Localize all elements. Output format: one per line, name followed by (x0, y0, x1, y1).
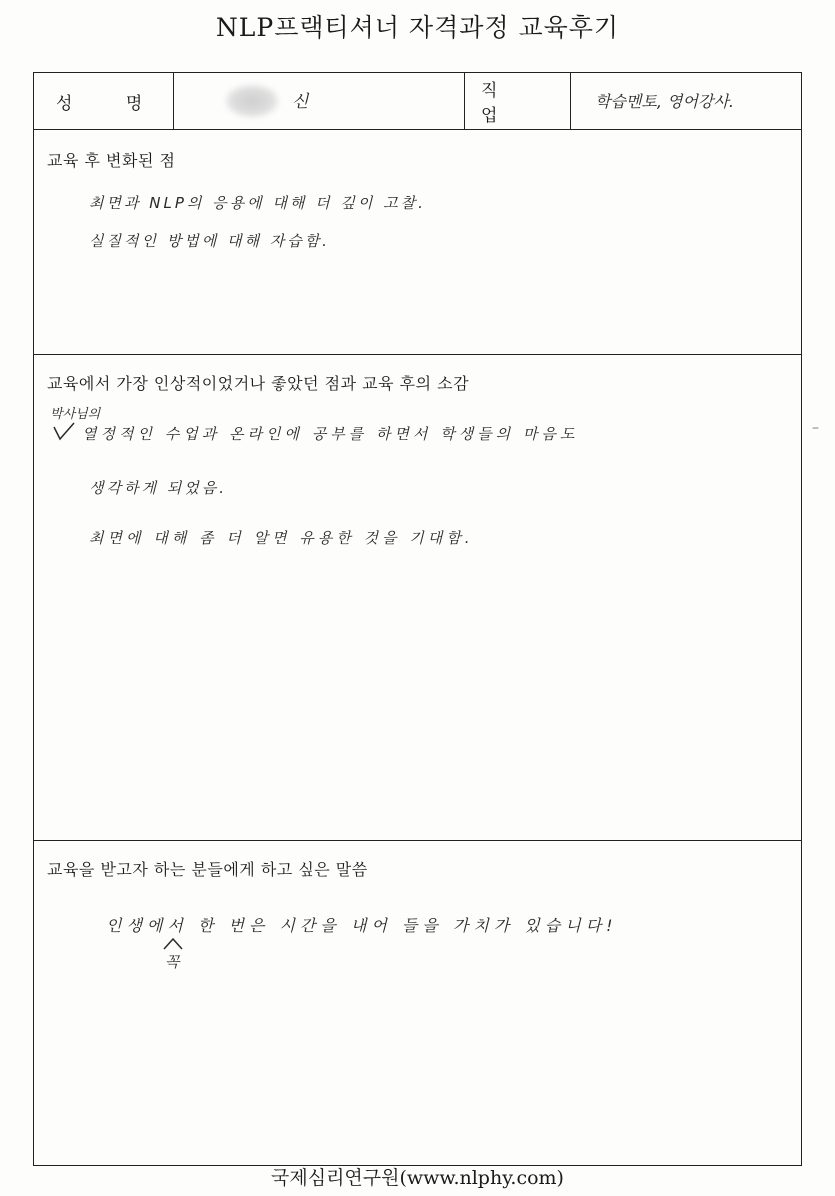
section-advice-line-1: 인생에서 한 번은 시간을 내어 들을 가치가 있습니다! (106, 916, 618, 935)
name-field (174, 73, 465, 129)
section-advice-note: 꼭 (165, 953, 180, 971)
header-row (34, 73, 801, 130)
margin-mark: – (812, 420, 819, 436)
job-field (571, 73, 803, 129)
section-changes (34, 130, 801, 355)
section-changes-line-1: 최면과 NLP의 응용에 대해 더 깊이 고찰. (89, 194, 426, 212)
footer-publisher: 국제심리연구원(www.nlphy.com) (271, 1167, 564, 1189)
section-changes-line-2: 실질적인 방법에 대해 자습함. (89, 232, 330, 250)
section-impressions (34, 355, 801, 841)
section-impressions-label: 교육에서 가장 인상적이었거나 좋았던 점과 교육 후의 소감 (47, 374, 470, 393)
insert-caret-icon (162, 937, 184, 951)
document-title: NLP프랙티셔너 자격과정 교육후기 (215, 13, 620, 42)
section-changes-label: 교육 후 변화된 점 (47, 151, 176, 170)
section-impressions-note: 박사님의 (50, 407, 101, 422)
section-impressions-line-2: 생각하게 되었음. (89, 479, 227, 497)
insert-mark-icon (52, 421, 76, 443)
name-label: 성 명 (34, 73, 174, 129)
name-value: 신 (292, 92, 309, 112)
redaction-blur (226, 85, 278, 117)
section-advice-label: 교육을 받고자 하는 분들에게 하고 싶은 말씀 (47, 860, 368, 879)
section-impressions-line-3: 최면에 대해 좀 더 알면 유용한 것을 기대함. (89, 529, 474, 547)
job-value: 학습멘토, 영어강사. (595, 92, 734, 111)
section-impressions-line-1: 열정적인 수업과 온라인에 공부를 하면서 학생들의 마음도 (82, 425, 579, 443)
job-label: 직 업 (465, 73, 571, 129)
section-advice (34, 841, 801, 1165)
review-form (33, 72, 802, 1166)
